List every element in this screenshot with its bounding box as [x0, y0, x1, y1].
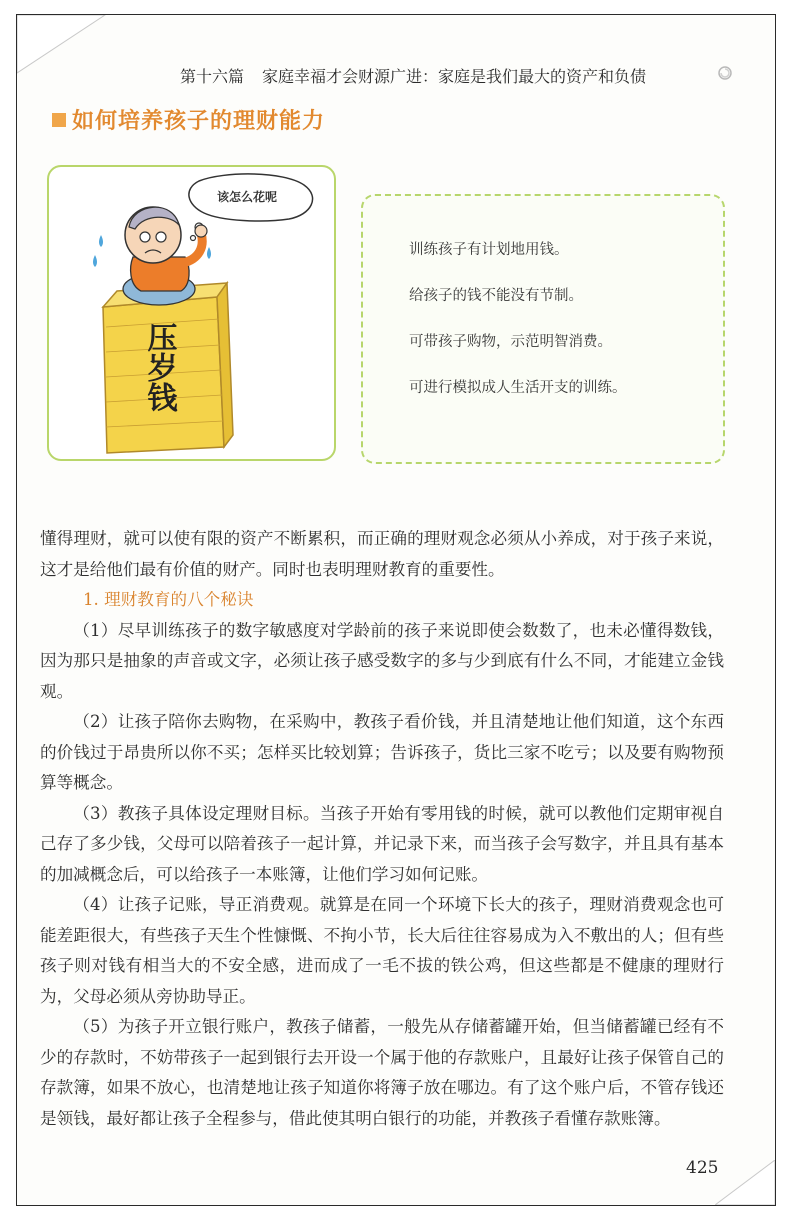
tip-item: 可进行模拟成人生活开支的训练。 — [409, 380, 627, 396]
tips-list — [409, 240, 627, 424]
illustration-box — [47, 165, 336, 461]
child-on-money-stack-illustration — [49, 167, 334, 459]
tip-item: 训练孩子有计划地用钱。 — [409, 242, 569, 258]
swirl-ornament-icon — [718, 66, 732, 80]
running-header — [180, 64, 732, 87]
worried-child — [123, 207, 207, 305]
orange-square-icon — [52, 113, 66, 127]
tips-box — [361, 194, 725, 464]
page-number: 425 — [686, 1158, 719, 1178]
header-title: 家庭幸福才会财源广进：家庭是我们最大的资产和负债 — [262, 67, 647, 86]
body-text — [40, 524, 724, 1134]
paragraph: （1）尽早训练孩子的数字敏感度对学龄前的孩子来说即使会数数了，也未必懂得数钱，因为那只是抽象的声音或文字，必须让孩子感受数字的多与少到底有什么不同，才能建立金钱观。 — [40, 620, 724, 701]
section-title — [52, 104, 325, 135]
paragraph: （2）让孩子陪你去购物，在采购中，教孩子看价钱，并且清楚地让他们知道，这个东西的价钱过于昂贵所以你不买；怎样买比较划算；告诉孩子，货比三家不吃亏；以及要有购物预算等概念。 — [40, 712, 724, 792]
tip-item: 可带孩子购物，示范明智消费。 — [409, 334, 612, 350]
page-curl-bottom-right — [715, 1160, 775, 1205]
intro-paragraph: 懂得理财，就可以使有限的资产不断累积，而正确的理财观念必须从小养成，对于孩子来说，这才是给他们最有价值的财产。同时也表明理财教育的重要性。 — [40, 529, 724, 579]
speech-bubble-text: 该怎么花呢 — [216, 190, 278, 204]
money-stack-label: 压岁钱 — [141, 322, 177, 412]
paragraph: （4）让孩子记账，导正消费观。就算是在同一个环境下长大的孩子，理财消费观念也可能差距很大，有些孩子天生个性慷慨、不拘小节，长大后往往容易成为入不敷出的人；但有些孩子则对钱有相当大的不安全感，进而成了一毛不拔的铁公鸡，但这些都是不健康的理财行为，父母必须从旁协助导正。 — [40, 895, 724, 1006]
section-title-text: 如何培养孩子的理财能力 — [72, 109, 326, 134]
paragraph: （5）为孩子开立银行账户，教孩子储蓄，一般先从存储蓄罐开始，但当储蓄罐已经有不少的存款时，不妨带孩子一起到银行去开设一个属于他的存款账户，且最好让孩子保管自己的存款簿，如果不放心，也清楚地让孩子知道你将簿子放在哪边。有了这个账户后，不管存钱还是领钱，最好都让孩子全程参与，借此使其明白银行的功能，并教孩子看懂存款账簿。 — [40, 1017, 724, 1128]
tip-item: 给孩子的钱不能没有节制。 — [409, 288, 583, 304]
subheading: 1. 理财教育的八个秘诀 — [83, 590, 254, 609]
page-curl-top-left — [17, 15, 107, 85]
paragraph: （3）教孩子具体设定理财目标。当孩子开始有零用钱的时候，就可以教他们定期审视自己存了多少钱，父母可以陪着孩子一起计算，并记录下来，而当孩子会写数字，并且具有基本的加减概念后，可以给孩子一本账簿，让他们学习如何记账。 — [40, 803, 724, 884]
header-chapter: 第十六篇 — [180, 67, 245, 86]
